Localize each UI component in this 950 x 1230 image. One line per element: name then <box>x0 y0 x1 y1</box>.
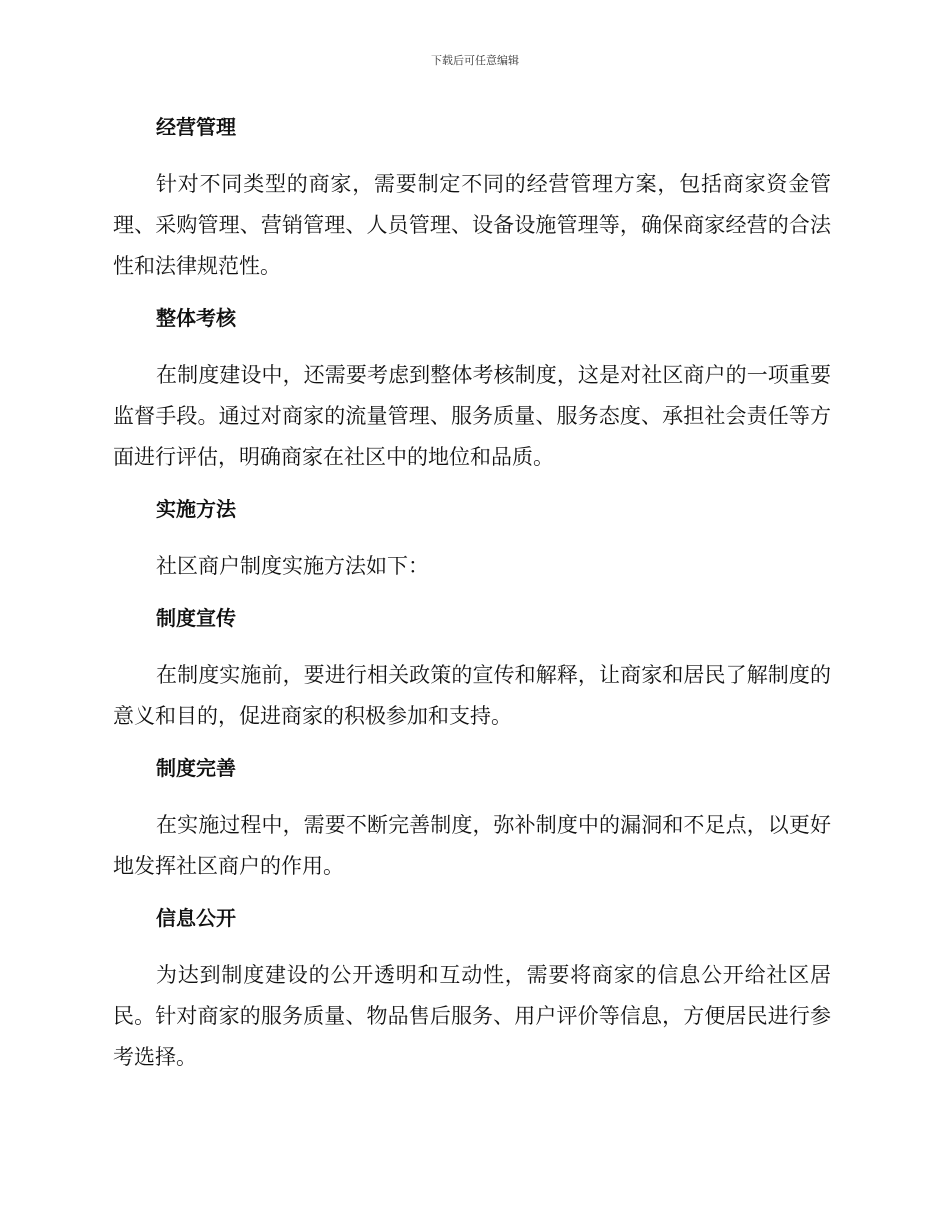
section-paragraph-business-management: 针对不同类型的商家，需要制定不同的经营管理方案，包括商家资金管理、采购管理、营销管理、人员管理、设备设施管理等，确保商家经营的合法性和法律规范性。 <box>113 172 831 278</box>
section-heading-policy-improvement: 制度完善 <box>156 756 236 780</box>
section-heading-implementation-method: 实施方法 <box>156 497 236 521</box>
section-heading-policy-publicity: 制度宣传 <box>156 606 236 630</box>
section-heading-business-management: 经营管理 <box>156 115 236 139</box>
section-paragraph-information-disclosure: 为达到制度建设的公开透明和互动性，需要将商家的信息公开给社区居民。针对商家的服务质量、物品售后服务、用户评价等信息，方便居民进行参考选择。 <box>113 963 831 1069</box>
section-heading-overall-assessment: 整体考核 <box>156 306 236 330</box>
section-paragraph-overall-assessment: 在制度建设中，还需要考虑到整体考核制度，这是对社区商户的一项重要监督手段。通过对商家的流量管理、服务质量、服务态度、承担社会责任等方面进行评估，明确商家在社区中的地位和品质。 <box>113 363 831 469</box>
page-header-note: 下载后可任意编辑 <box>431 54 519 67</box>
section-paragraph-policy-publicity: 在制度实施前，要进行相关政策的宣传和解释，让商家和居民了解制度的意义和目的，促进商家的积极参加和支持。 <box>113 663 831 728</box>
section-heading-information-disclosure: 信息公开 <box>156 906 236 930</box>
document-body <box>113 108 831 1078</box>
section-paragraph-implementation-method: 社区商户制度实施方法如下： <box>156 554 429 578</box>
section-paragraph-policy-improvement: 在实施过程中，需要不断完善制度，弥补制度中的漏洞和不足点，以更好地发挥社区商户的作用。 <box>113 813 831 878</box>
